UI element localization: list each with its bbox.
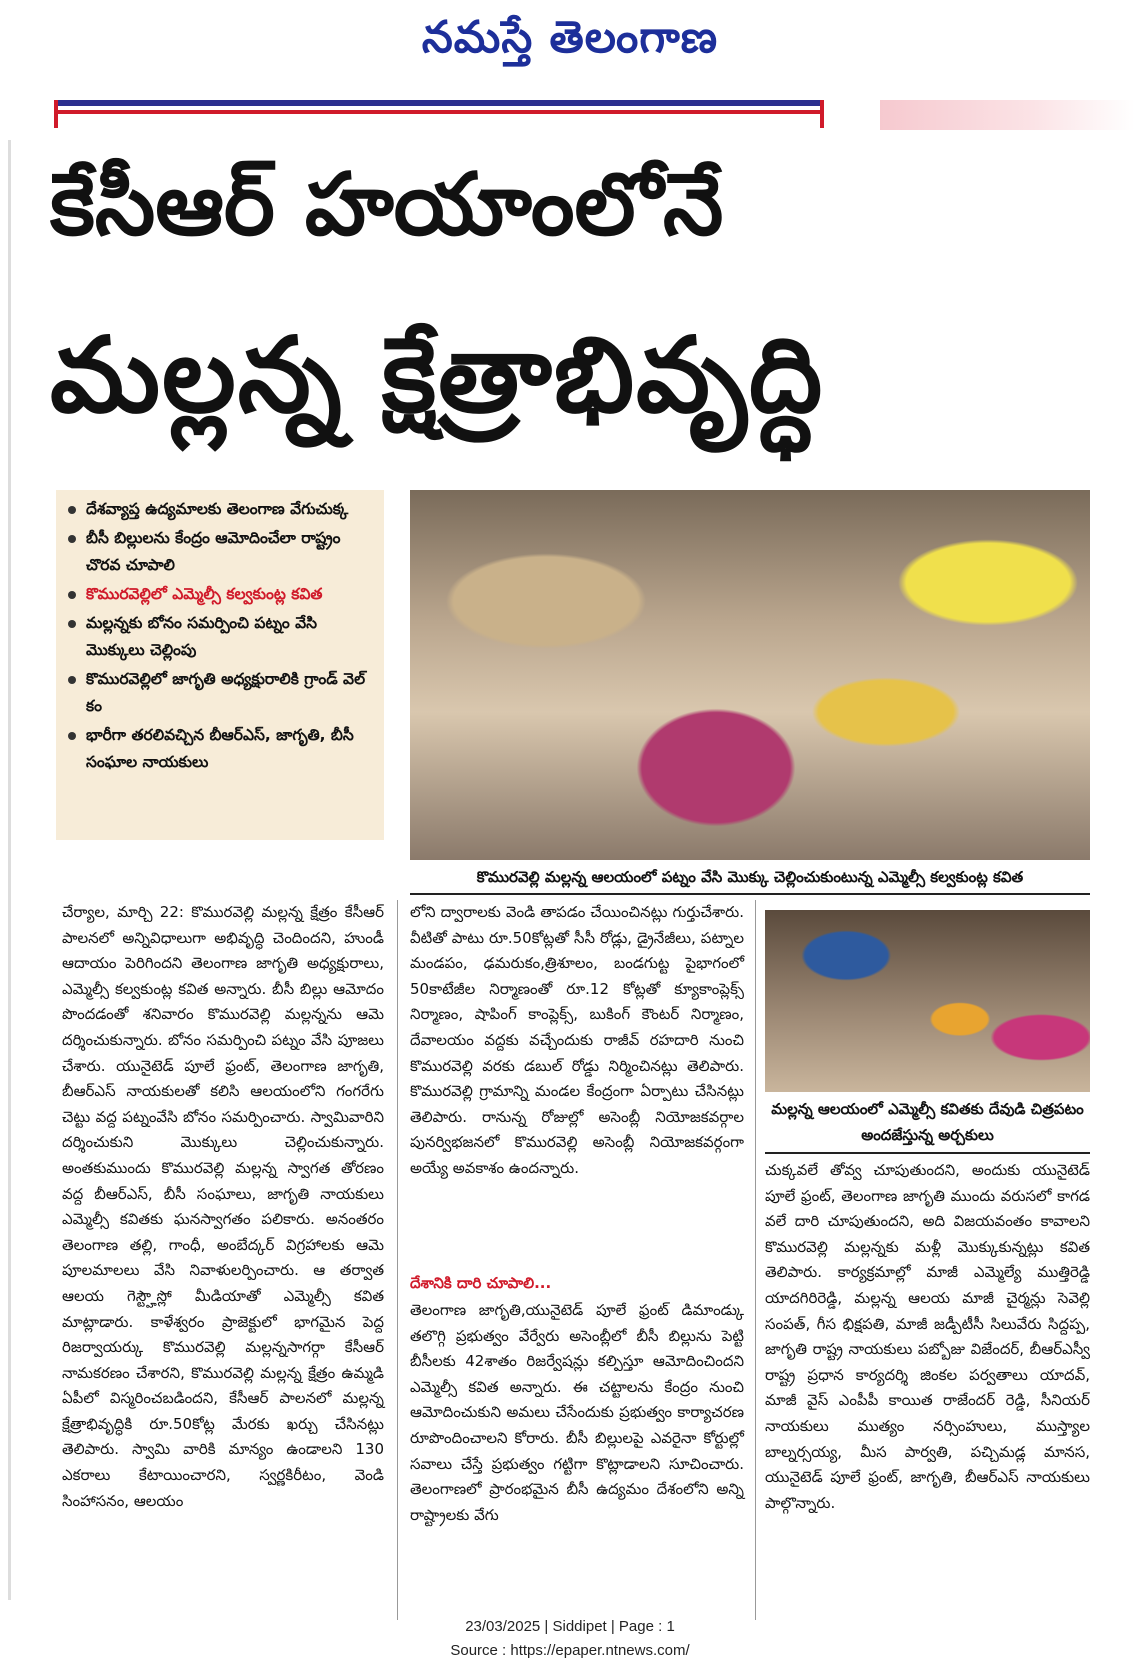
article-column-1: చేర్యాల, మార్చి 22: కొమురవెల్లి మల్లన్న క్షేత్రం కేసీఆర్ పాలనలో అన్నివిధాలుగా అభివృద్ధి చెందిందని, హుండీ ఆదాయం పెరిగిందని తెలంగాణ జాగృతి అధ్యక్షురాలు, ఎమ్మెల్సీ కల్వకుంట్ల కవిత అన్నారు. బీసీ బిల్లు ఆమోదం పొందడంతో శనివారం కొమురవెల్లి మల్లన్నను ఆమె దర్శించుకున్నారు. బోనం సమర్పించి పట్నం వేసి పూజలు చేశారు. యునైటెడ్ పూలే ఫ్రంట్, తెలంగాణ జాగృతి, బీఆర్ఎస్ నాయకులతో కలిసి ఆలయంలోని గంగరేగు చెట్టు వద్ద పట్నంవేసి బోనం సమర్పించారు. స్వామివారిని దర్శించుకుని మొక్కులు చెల్లించుకున్నారు. అంతకుముందు కొమురవెల్లి మల్లన్న స్వాగత తోరణం వద్ద బీఆర్ఎస్, బీసీ సంఘాలు, జాగృతి నాయకులు ఎమ్మెల్సీ కవితకు ఘనస్వాగతం పలికారు. అనంతరం తెలంగాణ తల్లి, గాంధీ, అంబేద్కర్ విగ్రహాలకు ఆమె పూలమాలలు వేసి నివాళులర్పించారు. ఆ తర్వాత ఆలయ గెస్ట్హౌస్లో మీడియాతో ఎమ్మెల్సీ కవిత మాట్లాడారు. కాళేశ్వరం ప్రాజెక్టులో భాగమైన పెద్ద రిజర్వాయర్కు కొమురవెల్లి మల్లన్నసాగర్గా కేసీఆర్ నామకరణం చేశారని, కొమురవెల్లి మల్లన్న క్షేత్రం ఉమ్మడి ఏపీలో విస్మరించబడిందని, కేసీఆర్ పాలనలో మల్లన్న క్షేత్రాభివృద్ధికి రూ.50కోట్ల మేరకు ఖర్చు చేసినట్లు తెలిపారు. స్వామి వారికి మాన్యం ఉండాలని 130 ఎకరాలు కేటాయించారని, స్వర్ణకిరీటం, వెండి సింహాసనం, ఆలయం [62, 903, 384, 1510]
decorative-strip [880, 100, 1135, 130]
headline-line-1: కేసీఆర్ హయాంలోనే [50, 155, 724, 255]
masthead-rule-left [54, 100, 58, 128]
caption-rule [410, 893, 1090, 895]
page-edge-mark [8, 140, 11, 1600]
headline-line-2: మల్లన్న క్షేత్రాభివృద్ధి [50, 314, 825, 436]
article-column-2-continued: తెలంగాణ జాగృతి,యునైటెడ్ పూలే ఫ్రంట్ డిమాండ్కు తలొగ్గి ప్రభుత్వం వేర్వేరు అసెంబ్లీలో బీసీ బిల్లును పెట్టి బీసీలకు 42శాతం రిజర్వేషన్లు కల్పిస్తూ ఆమోదించిందని ఎమ్మెల్సీ కవిత అన్నారు. ఈ చట్టాలను కేంద్రం నుంచి ఆమోదించుకుని అమలు చేసేందుకు ప్రభుత్వం కార్యాచరణ రూపొందించాలని కోరారు. బీసీ బిల్లులపై ఎవరైనా కోర్టుల్లో సవాలు చేస్తే ప్రభుత్వం గట్టిగా కొట్లాడాలని సూచించారు. తెలంగాణలో ప్రారంభమైన బీసీ ఉద్యమం దేశంలోని అన్ని రాష్ట్రాలకు వేగు [410, 1301, 744, 1524]
highlight-text: బీసీ బిల్లులను కేంద్రం ఆమోదించేలా రాష్ట్రం చొరవ చూపాలి [86, 529, 341, 574]
highlight-item [64, 722, 376, 776]
highlight-text: మల్లన్నకు బోనం సమర్పించి పట్నం వేసి మొక్కులు చెల్లింపు [86, 614, 318, 659]
newspaper-logo: నమస్తే తెలంగాణ [421, 12, 719, 63]
caption-rule [765, 1152, 1090, 1154]
footer-date-edition: 23/03/2025 | Siddipet | Page : 1 [465, 1618, 675, 1635]
highlight-text: కొమురవెల్లిలో ఎమ్మెల్సీ కల్వకుంట్ల కవిత [86, 585, 323, 603]
article-column-3: చుక్కవలే తోవ్వ చూపుతుందని, అందుకు యునైటెడ్ పూలే ఫ్రంట్, తెలంగాణ జాగృతి ముందు వరుసలో కాగడ వలే దారి చూపుతుందని, అది విజయవంతం కావాలని కొమురవెల్లి మల్లన్నకు మళ్లీ మొక్కుకున్నట్లు కవిత తెలిపారు. కార్యక్రమాల్లో మాజీ ఎమ్మెల్యే ముత్తిరెడ్డి యాదగిరిరెడ్డి, మల్లన్న ఆలయ మాజీ చైర్మన్లు సెవెల్లి సంపత్, గీస భిక్షపతి, మాజీ జడ్పీటీసీ సిలువేరు సిద్దప్ప, జాగృతి రాష్ట్ర నాయకులు పబ్బోజు విజేందర్, బీఆర్ఎస్వీ రాష్ట్ర ప్రధాన కార్యదర్శి జింకల పర్వతాలు యాదవ్, మాజీ వైస్ ఎంపీపీ కాయిత రాజేందర్ రెడ్డి, సీనియర్ నాయకులు ముత్యం నర్సింహులు, ముస్త్యాల బాల్నర్సయ్య, మీస పార్వతి, పచ్చిమడ్ల మానస, యునైటెడ్ పూలే ఫ్రంట్, జాగృతి, బీఆర్ఎస్ నాయకులు పాల్గొన్నారు. [765, 1161, 1090, 1512]
highlight-item-featured [64, 581, 376, 608]
bullet-icon [68, 620, 76, 628]
masthead-rule-blue [54, 100, 824, 106]
bullet-icon [68, 591, 76, 599]
main-photo [410, 490, 1090, 860]
highlight-item [64, 525, 376, 579]
article-column-2: లోని ద్వారాలకు వెండి తాపడం చేయించినట్లు గుర్తుచేశారు. వీటితో పాటు రూ.50కోట్లతో సీసీ రోడ్లు, డ్రైనేజీలు, పట్నాల మండపం, ఢమరుకం,త్రిశూలం, బండగుట్ట పైభాగంలో 50కాటేజీల నిర్మాణంతో రూ.12 కోట్లతో క్యూకాంప్లెక్స్ నిర్మాణం, షాపింగ్ కాంప్లెక్స్, బుకింగ్ కౌంటర్ నిర్మాణం, దేవాలయం వద్దకు వచ్చేందుకు రాజీవ్ రహదారి నుంచి కొమురవెల్లి వరకు డబుల్ రోడ్డు నిర్మించినట్లు తెలిపారు. కొమురవెల్లి గ్రామాన్ని మండల కేంద్రంగా ఏర్పాటు చేసినట్లు తెలిపారు. రానున్న రోజుల్లో అసెంబ్లీ నియోజకవర్గాల పునర్విభజనలో కొమురవెల్లి అసెంబ్లీ నియోజకవర్గంగా అయ్యే అవకాశం ఉందన్నారు. [410, 903, 744, 1177]
masthead [0, 0, 1140, 80]
masthead-rule-right [820, 100, 824, 128]
main-photo-caption: కొమురవెల్లి మల్లన్న ఆలయంలో పట్నం వేసి మొక్కు చెల్లించుకుంటున్న ఎమ్మెల్సీ కల్వకుంట్ల కవిత [476, 868, 1024, 886]
page-footer [0, 1615, 1140, 1663]
footer-source[interactable]: Source : https://epaper.ntnews.com/ [450, 1642, 690, 1659]
highlight-text: దేశవ్యాప్త ఉద్యమాలకు తెలంగాణ వేగుచుక్క [86, 500, 349, 518]
column-divider [397, 900, 398, 1620]
bullet-icon [68, 732, 76, 740]
bullet-icon [68, 535, 76, 543]
column-divider [755, 900, 756, 1620]
highlight-text: భారీగా తరలివచ్చిన బీఆర్ఎస్, జాగృతి, బీసీ సంఘాల నాయకులు [86, 726, 354, 771]
highlight-item [64, 496, 376, 523]
highlight-item [64, 666, 376, 720]
highlight-text: కొమురవెల్లిలో జాగృతి అధ్యక్షురాలికి గ్రాండ్ వెల్ కం [86, 670, 366, 715]
secondary-photo-caption: మల్లన్న ఆలయంలో ఎమ్మెల్సీ కవితకు దేవుడి చిత్రపటం అందజేస్తున్న అర్చకులు [771, 1100, 1084, 1144]
article-subheading: దేశానికి దారి చూపాలి... [410, 1274, 552, 1292]
masthead-rule [54, 100, 824, 128]
bullet-icon [68, 676, 76, 684]
masthead-rule-red [54, 110, 824, 114]
bullet-icon [68, 506, 76, 514]
highlights-box [56, 490, 384, 840]
highlight-item [64, 610, 376, 664]
secondary-photo [765, 910, 1090, 1092]
